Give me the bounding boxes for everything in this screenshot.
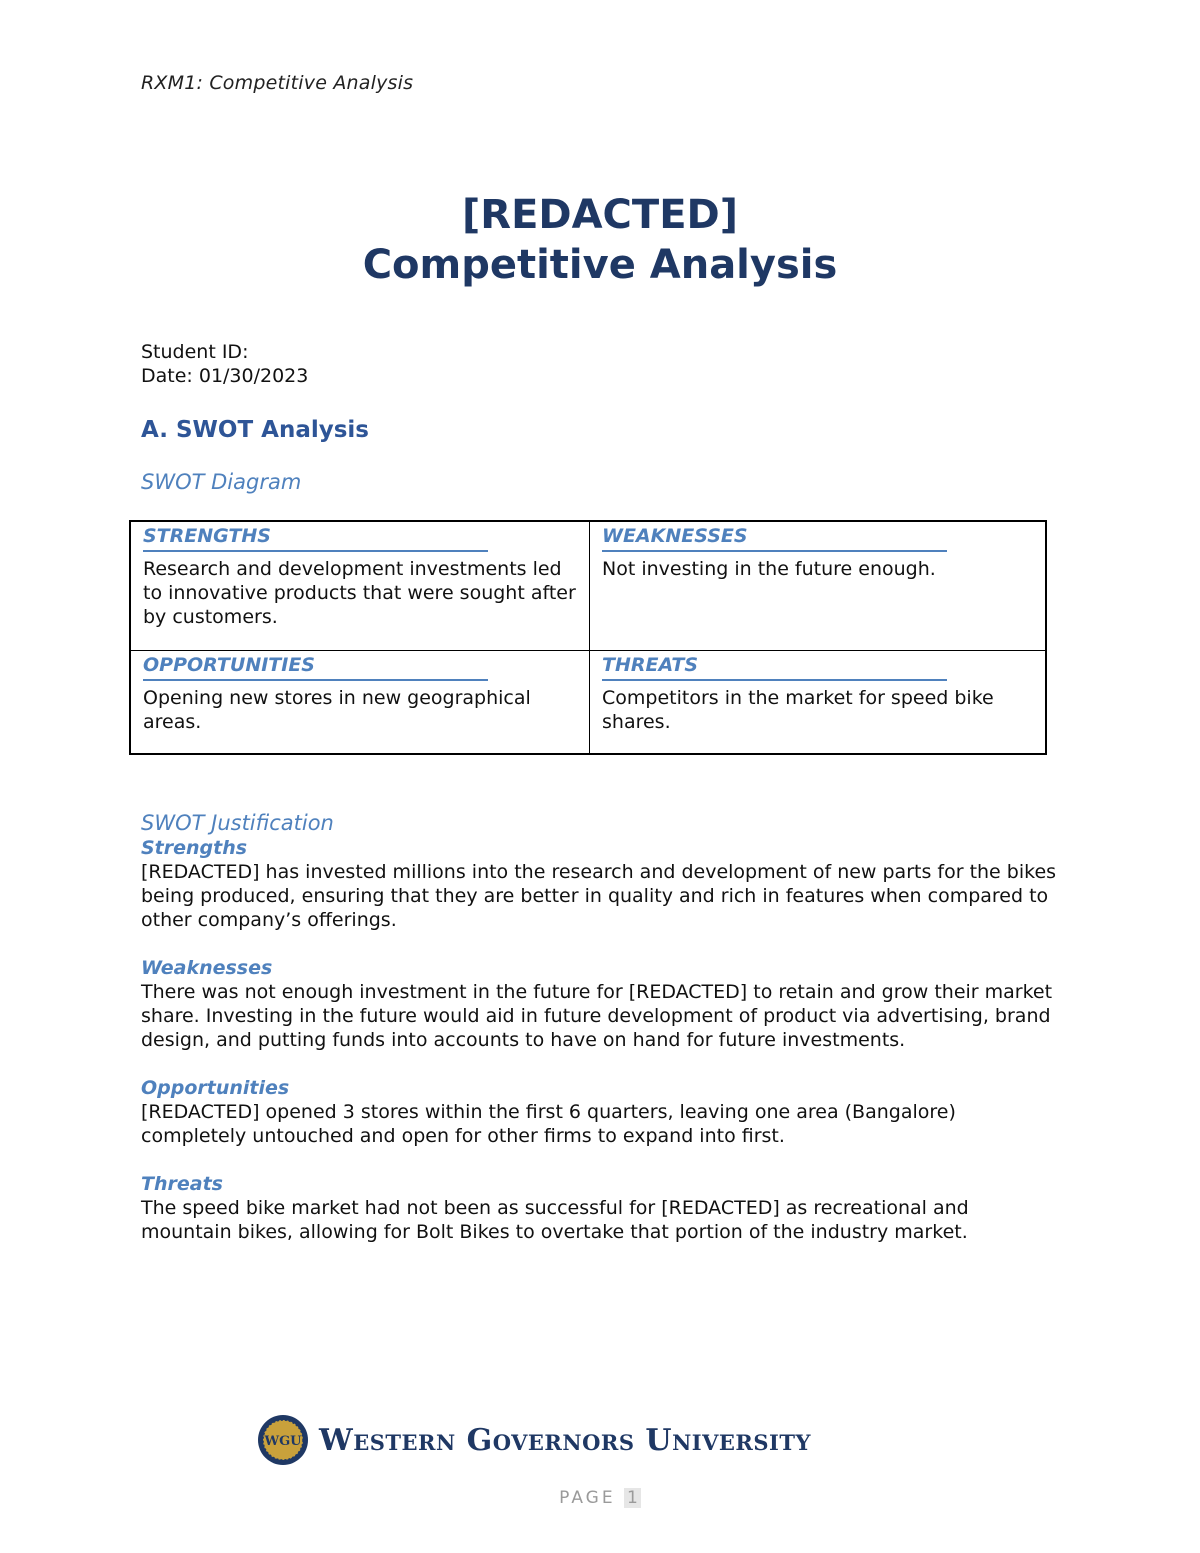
title-line-2: Competitive Analysis <box>362 242 838 288</box>
justification-strengths-label: Strengths <box>141 837 248 859</box>
swot-strengths-cell <box>131 522 590 651</box>
justification-weaknesses-text: There was not enough investment in the future for [REDACTED] to retain and grow their market share. Investing in the future would aid in future development of product via advertising, brand design, and putting funds into accounts to have on hand for future investments. <box>141 981 1053 1051</box>
justification-opportunities-text: [REDACTED] opened 3 stores within the first 6 quarters, leaving one area (Bangalore) completely untouched and open for other firms to expand into first. <box>141 1101 956 1147</box>
justification-strengths <box>141 836 1061 932</box>
swot-table <box>129 520 1047 755</box>
justification-heading: SWOT Justification <box>141 811 334 835</box>
swot-weaknesses-cell <box>590 522 1047 651</box>
page-number-value: 1 <box>624 1488 641 1508</box>
swot-strengths-label: STRENGTHS <box>143 522 488 552</box>
swot-strengths-text: Research and development investments led to innovative products that were sought after by customers. <box>143 558 576 628</box>
justification-strengths-text: [REDACTED] has invested millions into the research and development of new parts for the bikes being produced, ensuring that they are better in quality and rich in features when compared to other company’s offerings. <box>141 861 1057 931</box>
swot-threats-text: Competitors in the market for speed bike shares. <box>602 687 994 733</box>
swot-opportunities-label: OPPORTUNITIES <box>143 651 488 681</box>
seal-monogram: WGU <box>264 1434 302 1449</box>
justification-weaknesses-label: Weaknesses <box>141 957 273 979</box>
swot-weaknesses-label: WEAKNESSES <box>602 522 947 552</box>
swot-weaknesses-text: Not investing in the future enough. <box>602 558 936 580</box>
date: Date: 01/30/2023 <box>141 365 309 387</box>
section-heading: A. SWOT Analysis <box>141 417 369 443</box>
justification-threats-text: The speed bike market had not been as successful for [REDACTED] as recreational and mountain bikes, allowing for Bolt Bikes to overtake that portion of the industry market. <box>141 1197 969 1243</box>
swot-diagram-heading: SWOT Diagram <box>141 470 302 494</box>
title-line-1: [REDACTED] <box>461 192 738 238</box>
swot-threats-label: THREATS <box>602 651 947 681</box>
swot-threats-cell <box>590 651 1047 755</box>
student-id: Student ID: <box>141 341 249 363</box>
running-header: RXM1: Competitive Analysis <box>141 72 414 94</box>
page-label: PAGE <box>559 1488 616 1508</box>
swot-opportunities-text: Opening new stores in new geographical areas. <box>143 687 531 733</box>
university-name: Western Governors University <box>319 1422 811 1458</box>
justification-opportunities <box>141 1076 1061 1148</box>
document-title <box>0 190 1200 290</box>
justification-threats-label: Threats <box>141 1173 223 1195</box>
document-meta <box>141 340 308 388</box>
university-seal-icon <box>257 1414 309 1466</box>
justification-opportunities-label: Opportunities <box>141 1077 290 1099</box>
swot-justification <box>141 810 1061 1268</box>
swot-opportunities-cell <box>131 651 590 755</box>
justification-threats <box>141 1172 1061 1244</box>
page-number <box>0 1488 1200 1508</box>
justification-weaknesses <box>141 956 1061 1052</box>
university-logo <box>257 1412 907 1468</box>
